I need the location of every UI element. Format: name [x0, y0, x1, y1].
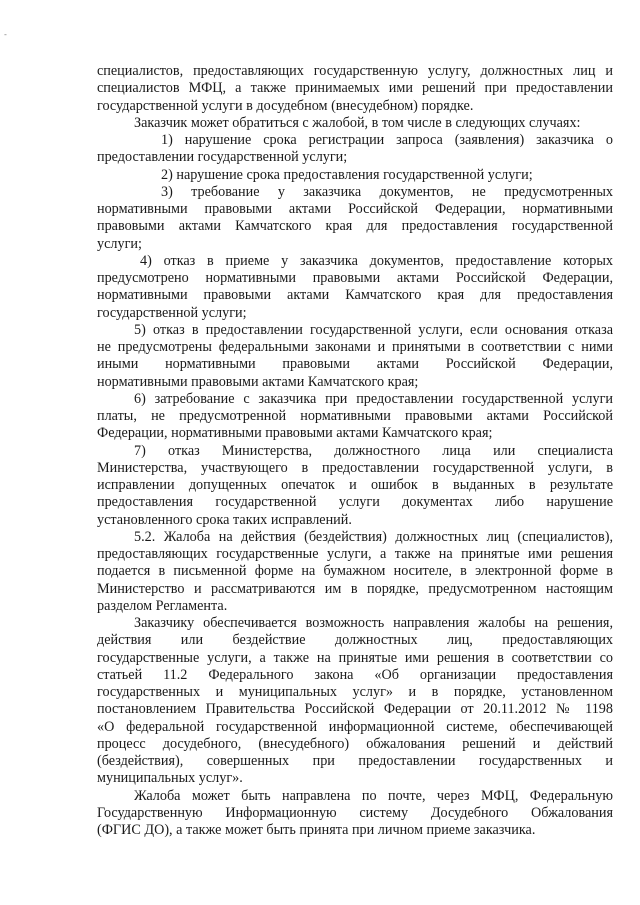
text-line: не предусмотрены федеральными законами и принятыми в соответствии с ними	[97, 339, 613, 355]
text-line: 4) отказ в приеме у заказчика документов, предоставление которых	[140, 252, 613, 269]
text-line: Министерства, участвующего в предоставлении государственной услуги, в	[97, 459, 613, 476]
text-line: платы, не предусмотренной нормативными правовыми актами Российской	[97, 408, 613, 424]
text-line: муниципальных услуг».	[97, 770, 243, 787]
text-line: процесс досудебного, (внесудебного) обжалования решений и действий	[97, 735, 613, 752]
text-line: нормативными правовыми актами Камчатского края для предоставления	[97, 287, 613, 304]
text-line: 7) отказ Министерства, должностного лица или специалиста	[134, 442, 613, 459]
text-line: 5.2. Жалоба на действия (бездействия) должностных лиц (специалистов),	[134, 528, 613, 545]
text-line: специалистов, предоставляющих государственную услугу, должностных лиц и	[97, 63, 613, 79]
text-line: Заказчику обеспечивается возможность направления жалобы на решения,	[134, 615, 613, 631]
text-line: Федерации, нормативными правовыми актами Камчатского края;	[97, 425, 493, 442]
text-line: Государственную Информационную систему Досудебного Обжалования	[97, 804, 613, 821]
document-text	[97, 63, 613, 839]
text-line: 5) отказ в предоставлении государственной услуги, если основания отказа	[134, 321, 613, 338]
text-line: Министерство и рассматриваются им в порядке, предусмотренном настоящим	[97, 580, 613, 597]
text-line: услуги;	[97, 235, 142, 252]
text-line: 2) нарушение срока предоставления государственной услуги;	[161, 166, 533, 183]
text-line: разделом Регламента.	[97, 597, 228, 614]
text-line: статьей 11.2 Федерального закона «Об организации предоставления	[97, 666, 613, 683]
corner-mark: -	[4, 30, 7, 39]
text-line: 1) нарушение срока регистрации запроса (заявления) заказчика о	[161, 132, 613, 148]
text-line: предоставления государственной услуги документах либо нарушение	[97, 494, 613, 511]
text-line: (ФГИС ДО), а также может быть принята при личном приеме заказчика.	[97, 822, 536, 838]
text-line: 3) требование у заказчика документов, не предусмотренных	[161, 183, 613, 200]
text-line: 6) затребование с заказчика при предоставлении государственной услуги	[134, 390, 613, 407]
text-line: предоставляющих государственные услуги, а также на принятые ими решения	[97, 546, 613, 562]
text-line: исправлении допущенных опечаток и ошибок в выданных в результате	[97, 477, 613, 493]
text-line: государственной услуги в досудебном (внесудебном) порядке.	[97, 97, 474, 114]
text-line: иными нормативными правовыми актами Российской Федерации,	[97, 356, 613, 373]
text-line: специалистов МФЦ, а также принимаемых ими решений при предоставлении	[97, 80, 613, 97]
text-line: Заказчик может обратиться с жалобой, в том числе в следующих случаях:	[134, 114, 581, 131]
text-line: предоставлении государственной услуги;	[97, 149, 348, 166]
text-line: правовыми актами Камчатского края для предоставления государственной	[97, 218, 613, 235]
text-line: Жалоба может быть направлена по почте, через МФЦ, Федеральную	[134, 787, 613, 804]
text-line: нормативными правовыми актами Российской Федерации, нормативными	[97, 201, 613, 217]
text-line: государственных и муниципальных услуг» и в порядке, установленном	[97, 684, 613, 700]
text-line: установленного срока таких исправлений.	[97, 511, 352, 528]
text-line: нормативными правовыми актами Камчатского края;	[97, 373, 419, 390]
text-line: подается в письменной форме на бумажном носителе, в электронной форме в	[97, 563, 613, 580]
text-line: «О федеральной государственной информационной системе, обеспечивающей	[97, 718, 613, 735]
text-line: действия или бездействие должностных лиц, предоставляющих	[97, 632, 613, 649]
text-line: государственной услуги;	[97, 304, 247, 321]
text-line: (бездействия), совершенных при предоставлении государственных и	[97, 753, 613, 769]
text-line: предусмотрено нормативными правовыми актами Российской Федерации,	[97, 270, 613, 286]
text-line: государственные услуги, а также на принятые ими решения в соответствии со	[97, 649, 613, 666]
text-line: постановлением Правительства Российской Федерации от 20.11.2012 № 1198	[97, 701, 613, 718]
